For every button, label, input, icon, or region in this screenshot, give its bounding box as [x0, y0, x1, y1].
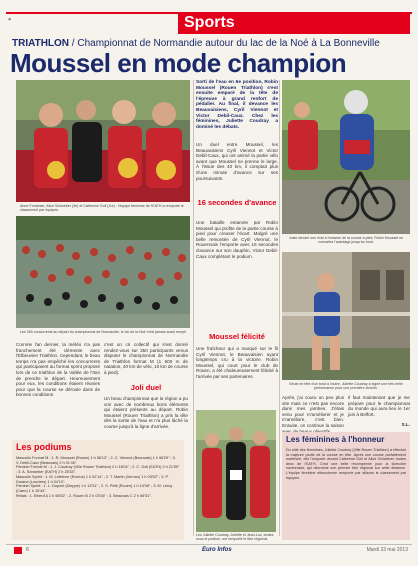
podium-line: Masculin Format M : 1. R. Moussel (Rouen) 1 h 56'13" ; 2. C. Viennot (Beauvais) 1 h 56'29" ; 3. V. Debil-Caux (Beauvais) 2 h 01'45". — [16, 456, 176, 465]
subhead-felicite: Moussel félicité — [209, 332, 265, 341]
podium-list — [16, 456, 180, 498]
publication-date: Mardi 23 mai 2013 — [366, 547, 408, 553]
feminines-title: Les féminines à l'honneur — [286, 435, 385, 444]
photo-runner-image — [282, 252, 410, 380]
kicker-sport: TRIATHLON — [12, 38, 70, 49]
photo-podium-women-image — [16, 80, 190, 202]
feminines-body: Du côté des féminines, Juliette Coudray (Ville Rouen Triathlon) a effectué la majeure partie de la course en tête. Après une course parfaitement maîtrisée, elle l'emporte devant Catherine Goll et Alice Schweber, toutes deux de l'EATH. C'est une belle récompense pour la licenciée rouennaise, qui décroche son premier titre régional sur cette distance. L'équipe féminine elbeuvienne remporte par ailleurs le classement par équipes. — [286, 448, 406, 480]
kicker-event: / Championnat de Normandie autour du lac de la Noé à La Bonneville — [69, 38, 380, 49]
subhead-duel: Joli duel — [130, 383, 162, 392]
article-body-col3-2: Une bataille entamée par Robin Moussel qui profite de la partie course à pied pour creuser l'écart. Malgré une belle remontée de Cyril Viennot, le Rouennais l'emporte avec 16 secondes d'avance sur son dauphin, Victor Debil-Caux complétant le podium. — [196, 220, 278, 259]
article-body-col2: c'est un cri collectif qui s'est donné rendez-vous sur 350 participants venus disputer le championnat de Normandie de Triathlon format M (1 500 m de natation, 40 km de vélo, 10 km de course à pied). — [104, 342, 189, 375]
page-number-marker — [14, 547, 22, 554]
caption-cyclist: Juste devant son rival à l'entame de la course à pied, Robin Moussel ne connaîtra l'avantage jusqu'au bout. — [288, 236, 404, 245]
article-body-col2-2: Un beau championnat que la région a pu voir avec de nombreux bons éléments qui étaient présents au départ. Robin Moussel (Rouen Triathlon) a pris la tête dès la sortie de l'eau et n'a plus lâché la course jusqu'à la ligne d'arrivée. — [104, 396, 188, 429]
caption-runner: Seule en tête d'un bout à l'autre, Juliette Coudray a signé une très belle performance pour une première victoire. — [289, 382, 403, 391]
column-rule — [279, 80, 280, 536]
caption-photo-1: Anne Fontanier, Alice Schweber (3e) et Catherine Goll (1re) : l'équipe féminine de l'EATH a remporté le classement par équipes. — [20, 204, 184, 213]
article-body-col1: Comme l'an dernier, la météo n'a pas franchement été clémente avec l'Elbeuvien Triathlon. Cependant, le beau temps n'a pas empêché les concurrents qui participaient au format sprint proposé lors de ce triathlon de la Vallée de l'Iton de prendre le départ. Heureusement pour eux, les conditions étaient réunies pour que la course se déroule dans de bonnes conditions. — [16, 342, 100, 398]
article-body-col3-3: Une fraîcheur qui a marqué sur le fil Cyril Viennot, le Beauvaisien ayant longtemps cru à la victoire. Robin Moussel, qui court pour le club de Rouen, a été chaleureusement félicité à l'arrivée par ses partenaires. — [196, 346, 278, 379]
podium-line: Féminin Format M : 1. J. Coudray (Ville Rouen Triathlon) 2 h 18'04" ; 2. C. Goll (EATH) 2 h 21'59" ; 3. A. Schweber (EATH) 2 h 25'33". — [16, 465, 180, 475]
podium-line: Relais : 1. Elbeuf A 1 h 58'02" ; 2. Rouen B 2 h 03'16" ; 3. Beauvais C 2 h 06'51". — [16, 493, 152, 498]
article-lede: Sorti de l'eau en 6e position, Robin Moussel (Rouen Triathlon) s'est ensuite emparé de la tête de l'épreuve à grand renfort de pédalier. Au final, il devance les Beauvaisiens, Cyril Viennot et Victor Debil-Caux. Chez les féminines, Juliette Coudray a dominé les débats. — [196, 80, 278, 130]
photo-women-trio — [196, 410, 276, 532]
photo-cyclist-image — [282, 80, 410, 234]
section-mark: ▪ — [8, 14, 12, 24]
article-quote-right: Il faut maintenant que je me prépare pour le championnat du monde qui aura lieu le 1er juin à Belfort. — [348, 395, 410, 417]
photo-swim-start-image — [16, 216, 190, 328]
page-number: 8 — [26, 547, 29, 553]
publication-name: Euro Infos — [202, 547, 232, 553]
page-footer — [6, 544, 412, 555]
photo-women-trio-image — [196, 410, 276, 532]
author-initials: S.L. — [401, 422, 410, 427]
section-title: Sports — [184, 14, 235, 31]
caption-photo-2: Les 350 concurrents au départ du championnat de Normandie, le lac de la Noé n'est jamais aussi rempli. — [20, 330, 187, 334]
photo-swim-start — [16, 216, 190, 328]
column-rule — [193, 80, 194, 536]
podium-box — [12, 440, 184, 540]
photo-podium-women — [16, 80, 190, 202]
photo-cyclist — [282, 80, 410, 234]
article-body-col3: Un duel entre Moussel, les Beauvaisiens Cyril Viennot et Victor Debil-Caux, qui ont animé la partie vélo avant que Moussel ne prenne le large. À l'issue des 40 km, il comptait plus d'une minute d'avance sur ses poursuivants. — [196, 142, 278, 181]
photo-runner — [282, 252, 410, 380]
feminines-box — [282, 432, 410, 540]
subhead-avance: 16 secondes d'avance — [197, 198, 277, 207]
podium-line: Masculin Sprint : 1. M. Lefebvre (Evreux) 1 h 02'14" ; 2. T. Martin (Vernon) 1 h 03'52" ; 3. P. Durand (Louviers) 1 h 04'10". — [16, 474, 169, 484]
podium-line: Féminin Sprint : 1. L. Dupont (Dieppe) 1 h 12'31" ; 2. S. Petit (Rouen) 1 h 14'08" ; 3. M. Leroy (Caen) 1 h 15'44". — [16, 484, 173, 493]
article-quote-left: Après, j'ai couru un peu plus vite mais ce n'est pas encore dans mes jambes. J'étais venu pour m'améliorer et je m'améliore, c'est bien. Ensuite, on continue la saison — [282, 395, 344, 428]
caption-women-trio: Les Juliette Coudray, Juliette et Jean-Luc, toutes sous le podium, ont remporté le titre régional. — [196, 533, 274, 542]
podium-title: Les podiums — [16, 442, 72, 452]
section-banner — [178, 12, 410, 34]
headline: Moussel en mode champion — [10, 48, 347, 78]
